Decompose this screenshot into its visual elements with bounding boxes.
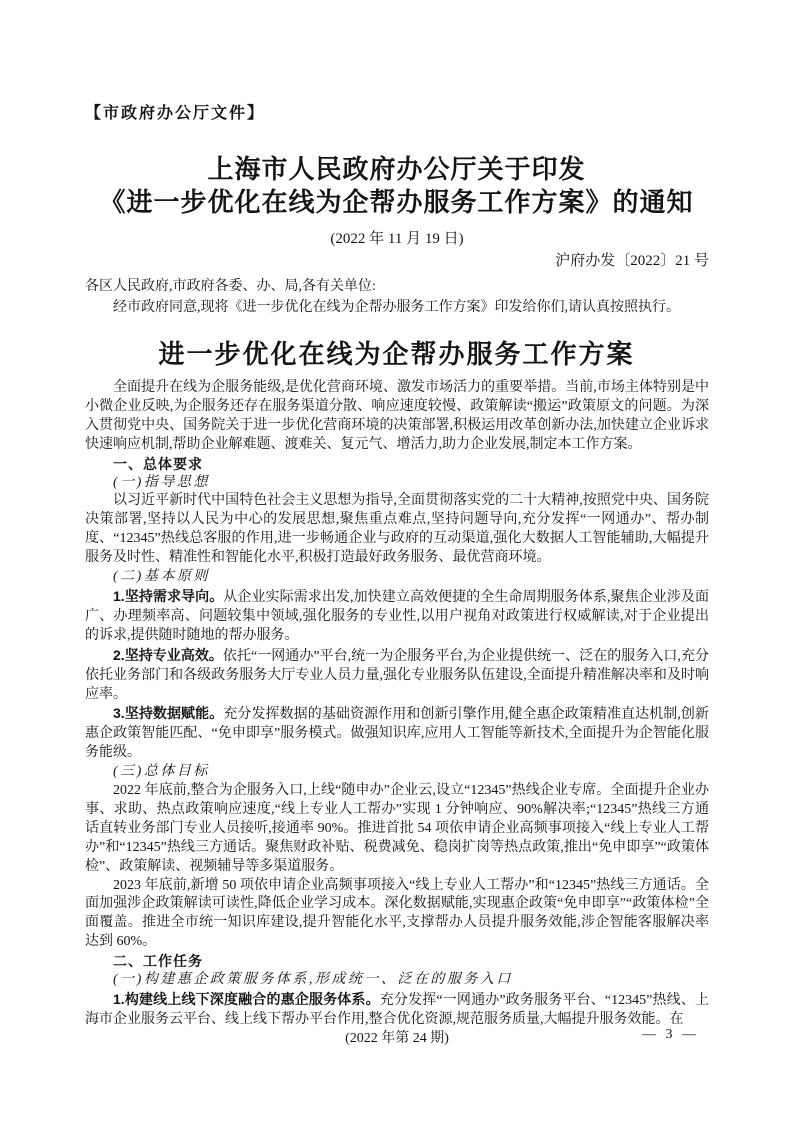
- section-heading: [85, 568, 709, 587]
- paragraph: [85, 587, 709, 646]
- paragraph-text: 一、总体要求: [113, 455, 203, 472]
- paragraph-text: 2022 年底前,整合为企服务入口,上线“随申办”企业云,设立“12345”热线企业专席。全面提升企业办事、求助、热点政策响应速度,“线上专业人工帮办”实现 1 分钟响应、90%解决率;“12345”热线三方通话直转业务部门专业人员接听,接通率 90%。推进首批 54 项依申请企业高频事项接入“线上专业人工帮办”和“12345”热线三方通话。聚焦财政补贴、税费减免、稳岗扩岗等热点政策,推出“免申即享”“政策体检”、政策解读、视频辅导等多渠道服务。: [85, 783, 709, 874]
- document-number: 沪府办发〔2022〕21 号: [555, 253, 709, 269]
- page-number: — 3 —: [642, 1027, 699, 1042]
- paragraph-text: 二、工作任务: [113, 953, 203, 970]
- paragraph-text: 以习近平新时代中国特色社会主义思想为指导,全面贯彻落实党的二十大精神,按照党中央、国务院决策部署,坚持以人民为中心的发展思想,聚焦重点难点,坚持问题导向,充分发挥“一网通办”、帮办制度、“12345”热线总客服的作用,进一步畅通企业与政府的互动渠道,强化大数据人工智能辅助,大幅提升服务及时性、精准性和智能化水平,积极打造最好政务服务、最优营商环境。: [85, 493, 709, 566]
- intro-paragraph: 经市政府同意,现将《进一步优化在线为企帮办服务工作方案》印发给你们,请认真按照执行。: [113, 300, 680, 315]
- paragraph-text: (二)基本原则: [113, 569, 210, 585]
- paragraph: [85, 877, 709, 953]
- paragraph: [85, 492, 709, 568]
- paragraph: [85, 646, 709, 705]
- section-heading: [85, 763, 709, 782]
- section-heading: [85, 455, 709, 474]
- paragraph-lead: 2.坚持专业高效。: [113, 646, 223, 663]
- document-title-line1: 上海市人民政府办公厅关于印发: [207, 155, 586, 184]
- paragraph: [85, 782, 709, 877]
- document-body: [85, 379, 709, 1030]
- paragraph-text: (一)指导思想: [113, 474, 210, 490]
- document-title: [60, 153, 733, 219]
- plan-title: 进一步优化在线为企帮办服务工作方案: [158, 340, 635, 369]
- paragraph-text: 全面提升在线为企服务能级,是优化营商环境、激发市场活力的重要举措。当前,市场主体特别是中小微企业反映,为企服务还存在服务渠道分散、响应速度较慢、政策解读“搬运”政策原文的问题。为深入贯彻党中央、国务院关于进一步优化营商环境的决策部署,积极运用改革创新办法,加快建立企业诉求快速响应机制,帮助企业解难题、渡难关、复元气、增活力,助力企业发展,制定本工作方案。: [85, 380, 709, 452]
- paragraph-text: 充分发挥“一网通办”政务服务平台、“12345”热线、上海市企业服务云平台、线上线下帮办平台作用,整合优化资源,规范服务质量,大幅提升服务效能。在: [85, 993, 709, 1027]
- page-footer: [85, 1027, 709, 1047]
- paragraph-text: 依托“一网通办”平台,统一为企服务平台,为企业提供统一、泛在的服务入口,充分依托业务部门和各级政务服务大厅专业人员力量,强化专业服务队伍建设,全面提升精准解决率和及时响应率。: [85, 648, 709, 702]
- paragraph-lead: 1.坚持需求导向。: [113, 587, 224, 604]
- paragraph-text: 从企业实际需求出发,加快建立高效便捷的全生命周期服务体系,聚焦企业涉及面广、办理频率高、问题较集中领域,强化服务的专业性,以用户视角对政策进行权威解读,对于企业提出的诉求,提供随时随地的帮办服务。: [85, 589, 709, 643]
- section-heading: [85, 474, 709, 493]
- section-heading: [85, 971, 709, 990]
- paragraph-text: 充分发挥数据的基础资源作用和创新引擎作用,健全惠企政策精准直达机制,创新惠企政策智能匹配、“免申即享”服务模式。做强知识库,应用人工智能等新技术,全面提升为企智能化服务能级。: [85, 707, 709, 761]
- salutation: 各区人民政府,市政府各委、办、局,各有关单位:: [85, 279, 376, 294]
- journal-issue: (2022 年第 24 期): [345, 1031, 449, 1046]
- paragraph-lead: 3.坚持数据赋能。: [113, 705, 224, 722]
- paragraph: [85, 379, 709, 455]
- paragraph-lead: 1.构建线上线下深度融合的惠企服务体系。: [113, 991, 380, 1007]
- paragraph-text: 2023 年底前,新增 50 项依申请企业高频事项接入“线上专业人工帮办”和“12345”热线三方通话。全面加强涉企政策解读可读性,降低企业学习成本。深化数据赋能,实现惠企政策“免申即享”“政策体检”全面覆盖。推进全市统一知识库建设,提升智能化水平,支撑帮办人员提升服务效能,涉企智能客服解决率达到 60%。: [85, 877, 709, 950]
- paragraph: [85, 990, 709, 1030]
- document-date: (2022 年 11 月 19 日): [330, 231, 464, 247]
- section-heading: [85, 952, 709, 971]
- document-title-line2: 《进一步优化在线为企帮办服务工作方案》的通知: [99, 188, 694, 217]
- paragraph-text: (三)总体目标: [113, 764, 210, 780]
- paragraph-text: (一)构建惠企政策服务体系,形成统一、泛在的服务入口: [113, 972, 513, 988]
- document-category-tag: 【市政府办公厅文件】: [85, 105, 266, 122]
- paragraph: [85, 704, 709, 763]
